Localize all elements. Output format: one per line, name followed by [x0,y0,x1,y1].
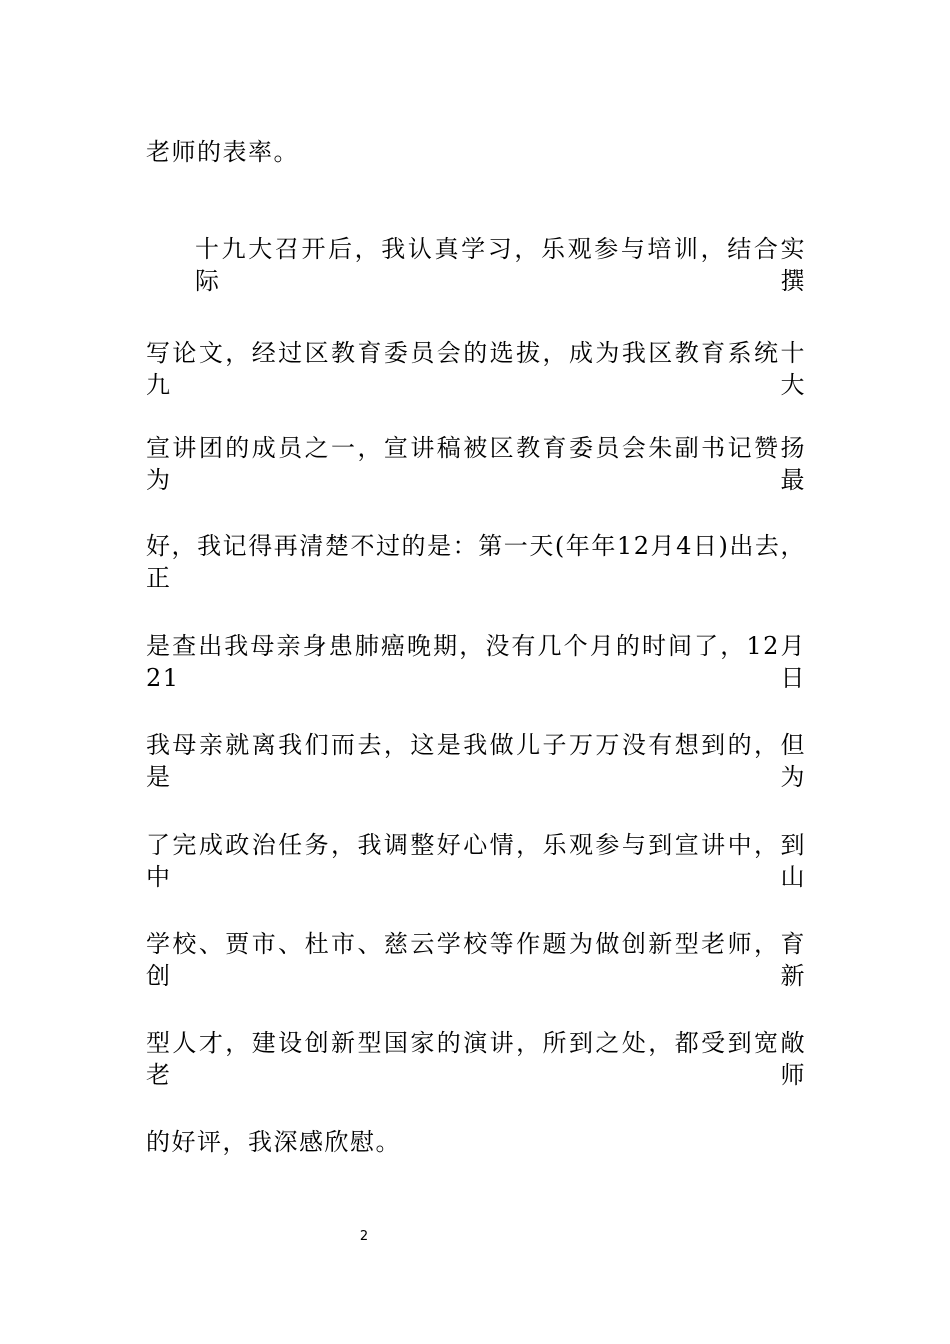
page-number: 2 [359,1229,369,1244]
text-line-11: 的好评，我深感欣慰。 [146,1128,401,1156]
text-line-7: 我母亲就离我们而去，这是我做儿子万万没有想到的，但是为 [146,731,806,791]
text-line-3: 写论文，经过区教育委员会的选拔，成为我区教育系统十九大 [146,339,806,399]
text-line-6: 是查出我母亲身患肺癌晚期，没有几个月的时间了，12月21日 [146,632,806,692]
text-line-1: 老师的表率。 [146,138,299,166]
text-line-4: 宣讲团的成员之一，宣讲稿被区教育委员会朱副书记赞扬为最 [146,434,806,494]
text-line-9: 学校、贾市、杜市、慈云学校等作题为做创新型老师，育创新 [146,930,806,990]
text-line-2: 十九大召开后，我认真学习，乐观参与培训，结合实际撰 [195,235,806,295]
text-line-8: 了完成政治任务，我调整好心情，乐观参与到宣讲中，到中山 [146,831,806,891]
text-line-10: 型人才，建设创新型国家的演讲，所到之处，都受到宽敞老师 [146,1029,806,1089]
text-line-5: 好，我记得再清楚不过的是：第一天(年年12月4日)出去，正 [146,532,806,592]
